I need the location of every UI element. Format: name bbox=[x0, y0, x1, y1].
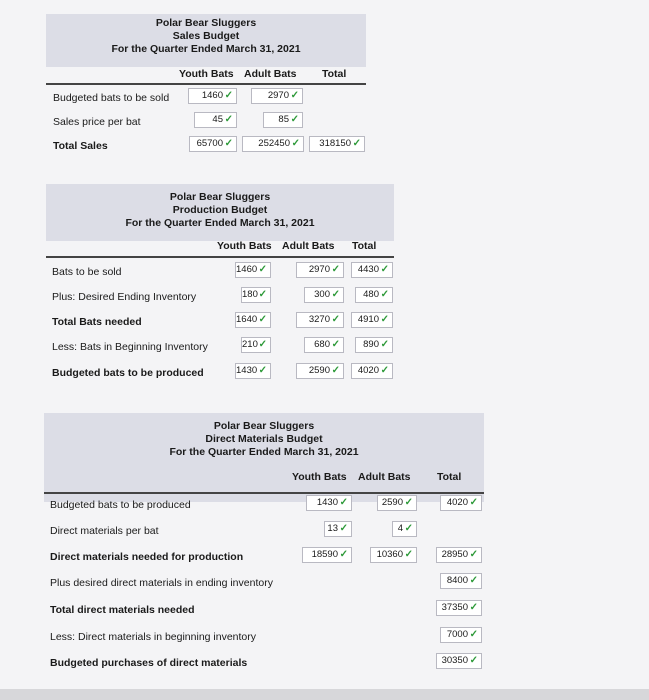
check-icon: ✓ bbox=[380, 264, 389, 275]
row-label: Budgeted bats to be produced bbox=[50, 499, 191, 511]
check-icon: ✓ bbox=[291, 138, 300, 149]
check-icon: ✓ bbox=[258, 365, 267, 376]
value-field[interactable]: 85 ✓ bbox=[263, 112, 303, 128]
value-field[interactable]: 18590 ✓ bbox=[302, 547, 352, 563]
check-icon: ✓ bbox=[258, 289, 267, 300]
value-field[interactable]: 8400 ✓ bbox=[440, 573, 482, 589]
row-label: Plus: Desired Ending Inventory bbox=[52, 291, 197, 303]
check-icon: ✓ bbox=[380, 365, 389, 376]
production-budget-header bbox=[46, 184, 394, 241]
check-icon: ✓ bbox=[331, 314, 340, 325]
check-icon: ✓ bbox=[290, 114, 299, 125]
header-rule bbox=[44, 492, 484, 494]
budget-name: Sales Budget bbox=[172, 30, 240, 42]
check-icon: ✓ bbox=[352, 138, 361, 149]
check-icon: ✓ bbox=[404, 523, 413, 534]
direct-materials-budget bbox=[44, 413, 484, 675]
value-field[interactable]: 4020 ✓ bbox=[351, 363, 393, 379]
row-label: Total Sales bbox=[53, 140, 108, 152]
check-icon: ✓ bbox=[331, 289, 340, 300]
row-label: Budgeted bats to be sold bbox=[53, 92, 170, 104]
row-label: Direct materials per bat bbox=[50, 525, 159, 537]
value-field[interactable]: 1640 ✓ bbox=[235, 312, 271, 328]
check-icon: ✓ bbox=[469, 575, 478, 586]
check-icon: ✓ bbox=[224, 138, 233, 149]
row-label: Less: Bats in Beginning Inventory bbox=[52, 341, 208, 353]
row-label: Total direct materials needed bbox=[50, 604, 195, 616]
value-field[interactable]: 4910 ✓ bbox=[351, 312, 393, 328]
direct-materials-header bbox=[44, 413, 484, 502]
sales-budget-header bbox=[46, 14, 366, 67]
row-label: Budgeted purchases of direct materials bbox=[50, 657, 248, 669]
check-icon: ✓ bbox=[339, 523, 348, 534]
check-icon: ✓ bbox=[469, 629, 478, 640]
col-youth-bats: Youth Bats bbox=[292, 471, 347, 483]
value-field[interactable]: 2590 ✓ bbox=[296, 363, 344, 379]
row-label: Less: Direct materials in beginning inventory bbox=[50, 631, 257, 643]
check-icon: ✓ bbox=[469, 655, 478, 666]
col-total: Total bbox=[437, 471, 462, 483]
budget-period: For the Quarter Ended March 31, 2021 bbox=[169, 446, 359, 458]
budget-period: For the Quarter Ended March 31, 2021 bbox=[125, 217, 315, 229]
check-icon: ✓ bbox=[331, 264, 340, 275]
col-youth-bats: Youth Bats bbox=[179, 68, 234, 80]
value-field[interactable]: 7000 ✓ bbox=[440, 627, 482, 643]
check-icon: ✓ bbox=[331, 339, 340, 350]
value-field[interactable]: 45 ✓ bbox=[194, 112, 237, 128]
company-name: Polar Bear Sluggers bbox=[169, 191, 271, 203]
value-field[interactable]: 1430 ✓ bbox=[235, 363, 271, 379]
value-field[interactable]: 28950 ✓ bbox=[436, 547, 482, 563]
col-adult-bats: Adult Bats bbox=[282, 240, 335, 252]
sales-budget bbox=[46, 14, 366, 164]
value-field[interactable]: 1460 ✓ bbox=[235, 262, 271, 278]
value-field[interactable]: 10360 ✓ bbox=[370, 547, 417, 563]
value-field[interactable]: 480 ✓ bbox=[355, 287, 393, 303]
check-icon: ✓ bbox=[224, 90, 233, 101]
col-adult-bats: Adult Bats bbox=[244, 68, 297, 80]
value-field[interactable]: 1430 ✓ bbox=[306, 495, 352, 511]
row-label: Direct materials needed for production bbox=[50, 551, 244, 563]
budget-name: Production Budget bbox=[172, 204, 268, 216]
value-field[interactable]: 4 ✓ bbox=[392, 521, 417, 537]
company-name: Polar Bear Sluggers bbox=[213, 420, 315, 432]
screen-bottom-edge bbox=[0, 689, 649, 700]
value-field[interactable]: 4020 ✓ bbox=[440, 495, 482, 511]
check-icon: ✓ bbox=[469, 602, 478, 613]
check-icon: ✓ bbox=[339, 549, 348, 560]
value-field[interactable]: 210 ✓ bbox=[241, 337, 271, 353]
check-icon: ✓ bbox=[331, 365, 340, 376]
check-icon: ✓ bbox=[469, 497, 478, 508]
budget-period: For the Quarter Ended March 31, 2021 bbox=[111, 43, 301, 55]
check-icon: ✓ bbox=[380, 289, 389, 300]
value-field[interactable]: 2590 ✓ bbox=[377, 495, 417, 511]
check-icon: ✓ bbox=[258, 339, 267, 350]
value-field[interactable]: 3270 ✓ bbox=[296, 312, 344, 328]
row-label: Plus desired direct materials in ending inventory bbox=[50, 577, 273, 589]
value-field[interactable]: 180 ✓ bbox=[241, 287, 271, 303]
value-field[interactable]: 680 ✓ bbox=[304, 337, 344, 353]
value-field[interactable]: 30350 ✓ bbox=[436, 653, 482, 669]
check-icon: ✓ bbox=[404, 549, 413, 560]
value-field[interactable]: 890 ✓ bbox=[355, 337, 393, 353]
row-label: Total Bats needed bbox=[52, 316, 142, 328]
value-field[interactable]: 65700 ✓ bbox=[189, 136, 237, 152]
value-field[interactable]: 2970 ✓ bbox=[296, 262, 344, 278]
value-field[interactable]: 318150 ✓ bbox=[309, 136, 365, 152]
col-adult-bats: Adult Bats bbox=[358, 471, 411, 483]
production-budget bbox=[46, 184, 394, 389]
check-icon: ✓ bbox=[469, 549, 478, 560]
check-icon: ✓ bbox=[380, 339, 389, 350]
value-field[interactable]: 37350 ✓ bbox=[436, 600, 482, 616]
value-field[interactable]: 1460 ✓ bbox=[188, 88, 237, 104]
check-icon: ✓ bbox=[258, 264, 267, 275]
check-icon: ✓ bbox=[258, 314, 267, 325]
col-youth-bats: Youth Bats bbox=[217, 240, 272, 252]
check-icon: ✓ bbox=[290, 90, 299, 101]
check-icon: ✓ bbox=[339, 497, 348, 508]
check-icon: ✓ bbox=[380, 314, 389, 325]
row-label: Budgeted bats to be produced bbox=[52, 367, 204, 379]
value-field[interactable]: 4430 ✓ bbox=[351, 262, 393, 278]
row-label: Bats to be sold bbox=[52, 266, 122, 278]
value-field[interactable]: 252450 ✓ bbox=[242, 136, 304, 152]
header-rule bbox=[46, 83, 366, 85]
col-total: Total bbox=[352, 240, 377, 252]
col-total: Total bbox=[322, 68, 347, 80]
header-rule bbox=[46, 256, 394, 258]
company-name: Polar Bear Sluggers bbox=[155, 17, 257, 29]
value-field[interactable]: 13 ✓ bbox=[324, 521, 352, 537]
budget-name: Direct Materials Budget bbox=[205, 433, 323, 445]
value-field[interactable]: 2970 ✓ bbox=[251, 88, 303, 104]
check-icon: ✓ bbox=[404, 497, 413, 508]
row-label: Sales price per bat bbox=[53, 116, 141, 128]
value-field[interactable]: 300 ✓ bbox=[304, 287, 344, 303]
check-icon: ✓ bbox=[224, 114, 233, 125]
